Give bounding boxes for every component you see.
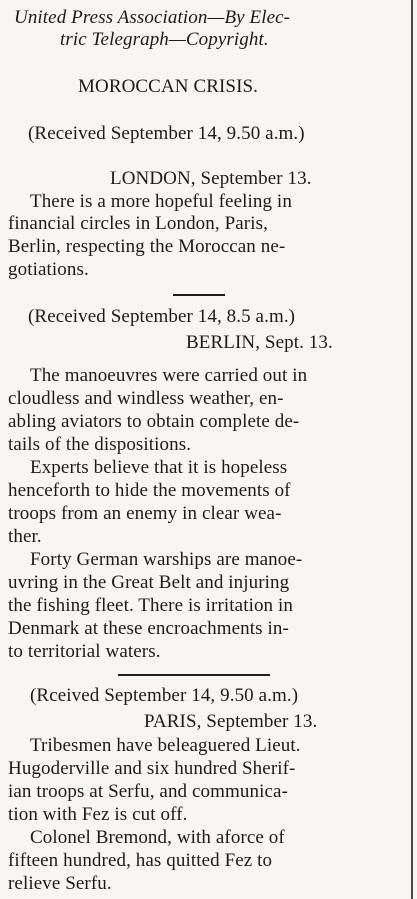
body-line: uvring in the Great Belt and injuring bbox=[8, 572, 290, 593]
location-berlin: BERLIN, Sept. 13. bbox=[186, 332, 333, 353]
body-line: There is a more hopeful feeling in bbox=[30, 191, 292, 212]
body-line: The manoeuvres were carried out in bbox=[30, 365, 308, 386]
dateline-line-2: tric Telegraph—Copyright. bbox=[60, 29, 269, 50]
section-rule bbox=[118, 674, 270, 676]
body-line: Forty German warships are manoe- bbox=[30, 549, 303, 570]
location-london: LONDON, September 13. bbox=[110, 168, 312, 189]
body-line: gotiations. bbox=[8, 259, 89, 280]
body-line: tion with Fez is cut off. bbox=[8, 804, 188, 825]
body-line: ian troops at Serfu, and communica- bbox=[8, 781, 288, 802]
body-line: tails of the dispositions. bbox=[8, 434, 192, 455]
location-paris: PARIS, September 13. bbox=[144, 711, 318, 732]
body-line: financial circles in London, Paris, bbox=[8, 213, 268, 234]
body-line: Experts believe that it is hopeless bbox=[30, 457, 288, 478]
body-line: the fishing fleet. There is irritation in bbox=[8, 595, 293, 616]
received-line-paris: (Rceived September 14, 9.50 a.m.) bbox=[30, 685, 299, 706]
body-line: ther. bbox=[8, 526, 42, 547]
body-line: Colonel Bremond, with aforce of bbox=[30, 827, 285, 848]
body-line: troops from an enemy in clear wea- bbox=[8, 503, 282, 524]
body-line: Tribesmen have beleaguered Lieut. bbox=[30, 735, 301, 756]
received-line-berlin: (Received September 14, 8.5 a.m.) bbox=[28, 306, 296, 327]
dateline-line-1: United Press Association—By Elec- bbox=[14, 7, 291, 28]
headline: MOROCCAN CRISIS. bbox=[78, 76, 259, 97]
body-line: Hugoderville and six hundred Sherif- bbox=[8, 758, 296, 779]
received-line-london: (Received September 14, 9.50 a.m.) bbox=[28, 123, 305, 144]
body-line: henceforth to hide the movements of bbox=[8, 480, 291, 501]
body-line: fifteen hundred, has quitted Fez to bbox=[8, 850, 273, 871]
body-line: to territorial waters. bbox=[8, 641, 161, 662]
body-line: Denmark at these encroachments in- bbox=[8, 618, 289, 639]
section-rule bbox=[173, 294, 225, 296]
body-line: relieve Serfu. bbox=[8, 873, 112, 894]
body-line: cloudless and windless weather, en- bbox=[8, 388, 284, 409]
body-line: Berlin, respecting the Moroccan ne- bbox=[8, 236, 286, 257]
body-line: abling aviators to obtain complete de- bbox=[8, 411, 300, 432]
